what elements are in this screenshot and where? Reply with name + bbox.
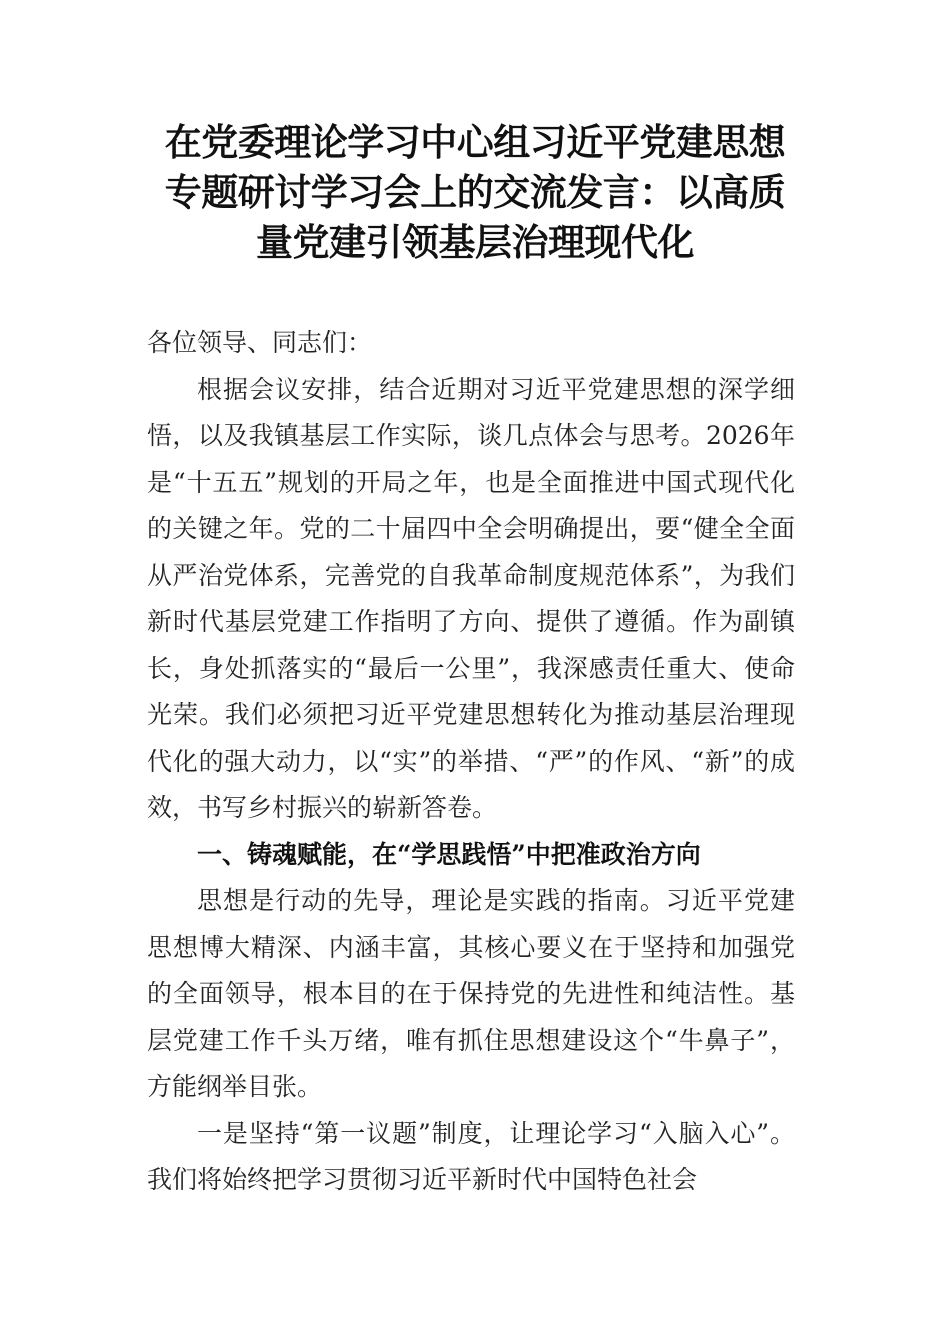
document-title: 在党委理论学习中心组习近平党建思想专题研讨学习会上的交流发言：以高质量党建引领基层治理现代化: [164, 121, 786, 264]
section-paragraph: 思想是行动的先导，理论是实践的指南。习近平党建思想博大精深、内涵丰富，其核心要义在于坚持和加强党的全面领导，根本目的在于保持党的先进性和纯洁性。基层党建工作千头万绪，唯有抓住思想建设这个“牛鼻子”，方能纲举目张。: [147, 886, 795, 1101]
section-paragraph: 一是坚持“第一议题”制度，让理论学习“入脑入心”。我们将始终把学习贯彻习近平新时代中国特色社会: [147, 1118, 795, 1194]
section-heading: 一、铸魂赋能，在“学思践悟”中把准政治方向: [197, 839, 701, 869]
salutation: 各位领导、同志们：: [147, 328, 373, 357]
document-body: [147, 320, 795, 1204]
intro-paragraph: 根据会议安排，结合近期对习近平党建思想的深学细悟，以及我镇基层工作实际，谈几点体会与思考。2026年是“十五五”规划的开局之年，也是全面推进中国式现代化的关键之年。党的二十届四中全会明确提出，要“健全全面从严治党体系，完善党的自我革命制度规范体系”，为我们新时代基层党建工作指明了方向、提供了遵循。作为副镇长，身处抓落实的“最后一公里”，我深感责任重大、使命光荣。我们必须把习近平党建思想转化为推动基层治理现代化的强大动力，以“实”的举措、“严”的作风、“新”的成效，书写乡村振兴的崭新答卷。: [147, 374, 795, 822]
